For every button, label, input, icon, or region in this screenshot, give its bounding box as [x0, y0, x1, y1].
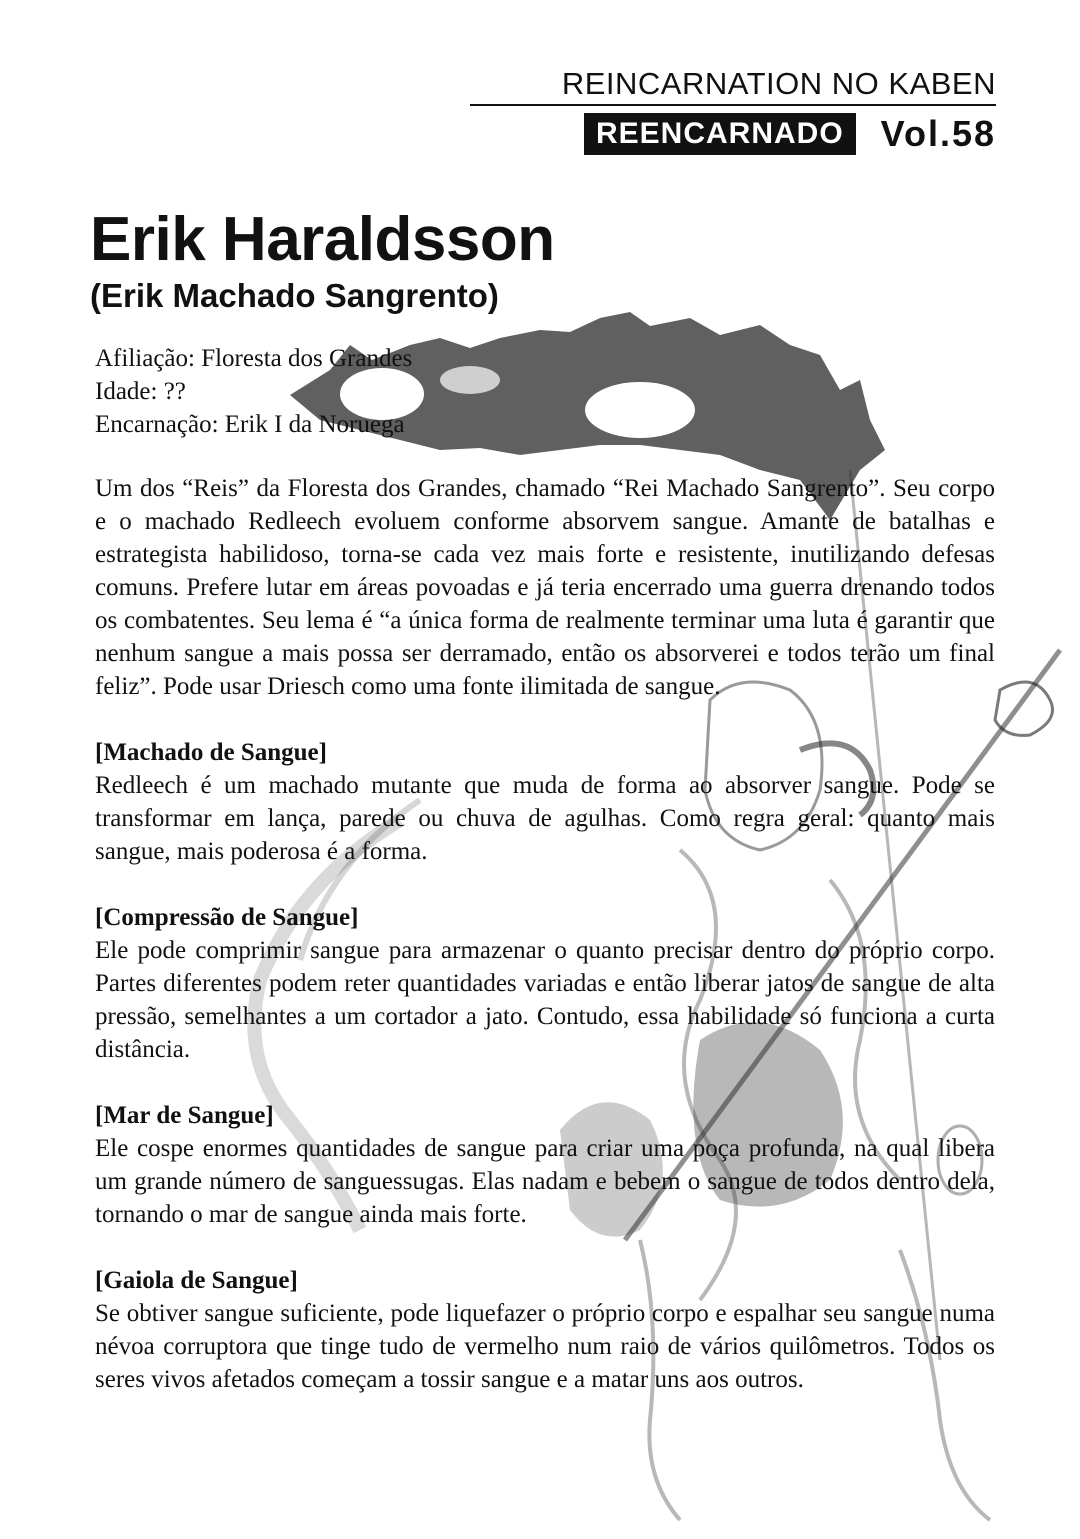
- affiliation-line: Afiliação: Floresta dos Grandes: [95, 345, 413, 372]
- series-badge: REENCARNADO: [584, 113, 856, 155]
- spacer: [95, 1066, 995, 1099]
- spacer: [95, 703, 995, 736]
- description-paragraph: Um dos “Reis” da Floresta dos Grandes, chamado “Rei Machado Sangrento”. Seu corpo e o machado Redleech evoluem conforme absorvem sangue. Amante de batalhas e estrategista habilidoso, torna-se cada vez mais forte e resistente, inutilizando defesas comuns. Prefere lutar em áreas povoadas e já teria encerrado uma guerra drenando todos os combatentes. Seu lema é “a única forma de realmente terminar uma luta é garantir que nenhum sangue a mais possa ser derramado, então os absorverei e todos terão um final feliz”. Pode usar Driesch como uma fonte ilimitada de sangue.: [95, 475, 995, 700]
- spacer: [95, 868, 995, 901]
- ability-title: [Gaiola de Sangue]: [95, 1267, 298, 1294]
- volume-label: Vol.58: [880, 113, 996, 154]
- profile-content: [95, 342, 995, 1396]
- ability-title: [Compressão de Sangue]: [95, 904, 359, 931]
- ability-text: Se obtiver sangue suficiente, pode liquefazer o próprio corpo e espalhar seu sangue numa névoa corruptora que tinge tudo de vermelho num raio de vários quilômetros. Todos os seres vivos afetados começam a tossir sangue e a matar uns aos outros.: [95, 1300, 995, 1393]
- ability-text: Ele pode comprimir sangue para armazenar o quanto precisar dentro do próprio corpo. Partes diferentes podem reter quantidades variadas e então liberar jatos de sangue de alta pressão, semelhantes a um cortador a jato. Contudo, essa habilidade só funciona a curta distância.: [95, 937, 995, 1063]
- ability-text: Ele cospe enormes quantidades de sangue para criar uma poça profunda, na qual libera um grande número de sanguessugas. Elas nadam e bebem o sangue de todos dentro dela, tornando o mar de sangue ainda mais forte.: [95, 1135, 995, 1228]
- character-alias: (Erik Machado Sangrento): [90, 277, 499, 314]
- character-name: Erik Haraldsson: [90, 205, 555, 274]
- incarnation-line: Encarnação: Erik I da Noruega: [95, 411, 405, 438]
- ability-text: Redleech é um machado mutante que muda de forma ao absorver sangue. Pode se transformar em lança, parede ou chuva de agulhas. Como regra geral: quanto mais sangue, mais poderosa é a forma.: [95, 772, 995, 865]
- series-title: REINCARNATION NO KABEN: [561, 66, 996, 101]
- spacer: [95, 1231, 995, 1264]
- spacer: [95, 441, 995, 472]
- ability-title: [Machado de Sangue]: [95, 739, 327, 766]
- age-line: Idade: ??: [95, 378, 186, 405]
- volume-row: [584, 113, 996, 155]
- header-divider: [470, 104, 996, 106]
- ability-title: [Mar de Sangue]: [95, 1102, 274, 1129]
